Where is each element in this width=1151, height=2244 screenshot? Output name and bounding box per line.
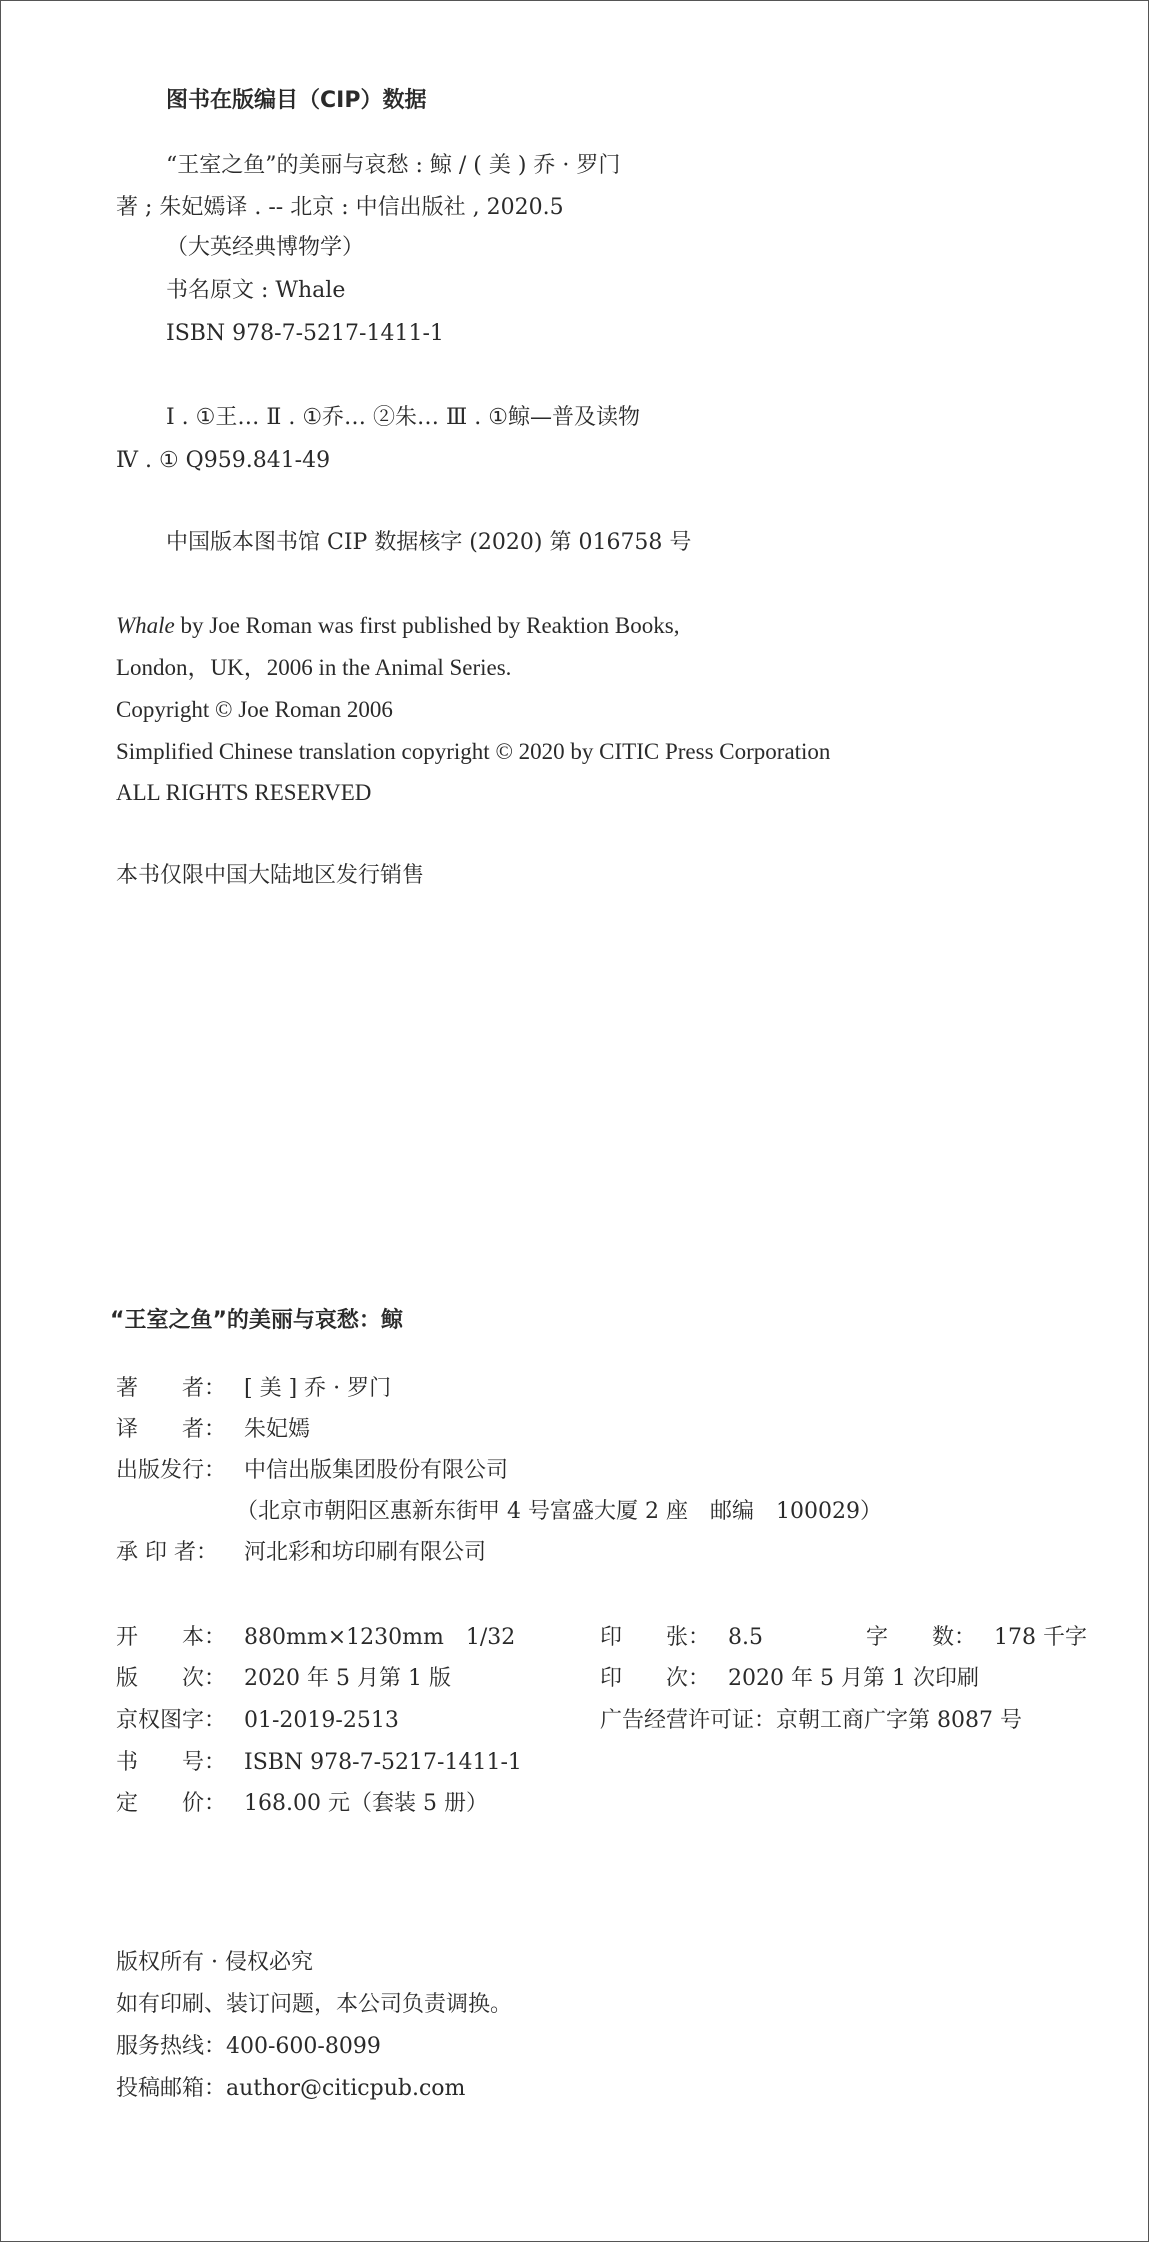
copyright-line-3: Copyright © Joe Roman 2006 [116,697,393,722]
cip-line-5: ISBN 978-7-5217-1411-1 [166,321,444,346]
edition-value: 2020 年 5 月第 1 版 [244,1666,451,1691]
copyright-line-1-rest: by Joe Roman was first published by Reaktion Books, [174,613,680,638]
printer-value: 河北彩和坊印刷有限公司 [244,1540,487,1565]
copyright-line-1 [116,611,679,641]
printer-label: 承 印 者： [116,1540,218,1565]
price-label: 定 价： [116,1791,227,1816]
word-count-label: 字 数： [866,1625,977,1650]
sheets-value: 8.5 [728,1625,763,1650]
cip-classification-1: Ⅰ . ①王… Ⅱ . ①乔… ②朱… Ⅲ . ①鲸—普及读物 [166,405,640,430]
translator-label: 译 者： [116,1417,227,1442]
isbn-label: 书 号： [116,1750,227,1775]
cip-classification-2: Ⅳ . ① Q959.841-49 [116,448,331,473]
format-value: 880mm×1230mm 1/32 [244,1625,516,1650]
imprint-title: “王室之鱼”的美丽与哀愁：鲸 [110,1308,403,1333]
edition-label: 版 次： [116,1666,227,1691]
cip-line-4: 书名原文 : Whale [166,278,346,303]
cip-line-2: 著 ; 朱妃嫣译 . -- 北京 : 中信出版社 , 2020.5 [116,195,564,220]
translator-value: 朱妃嫣 [244,1417,311,1442]
cip-record-number: 中国版本图书馆 CIP 数据核字 (2020) 第 016758 号 [166,530,692,555]
publisher-value: 中信出版集团股份有限公司 [244,1458,509,1483]
publisher-address: （北京市朝阳区惠新东街甲 4 号富盛大厦 2 座 邮编 100029） [236,1499,882,1524]
author-value: [ 美 ] 乔 · 罗门 [244,1376,392,1401]
copyright-line-4: Simplified Chinese translation copyright © 2020 by CITIC Press Corporation [116,739,831,764]
author-label: 著 者： [116,1376,227,1401]
cip-line-1: “王室之鱼”的美丽与哀愁 : 鲸 / ( 美 ) 乔 · 罗门 [166,153,621,178]
rights-reserved: 版权所有 · 侵权必究 [116,1950,313,1975]
original-title: Whale [116,613,175,638]
cip-line-3: （大英经典博物学） [166,235,365,260]
price-value: 168.00 元（套装 5 册） [244,1791,488,1816]
printing-value: 2020 年 5 月第 1 次印刷 [728,1666,979,1691]
format-label: 开 本： [116,1625,227,1650]
service-hotline: 服务热线：400-600-8099 [116,2034,381,2059]
cip-heading: 图书在版编目（CIP）数据 [166,88,427,113]
ad-license: 广告经营许可证：京朝工商广字第 8087 号 [600,1708,1022,1733]
license-value: 01-2019-2513 [244,1708,399,1733]
copyright-line-5: ALL RIGHTS RESERVED [116,780,372,805]
submission-email: 投稿邮箱：author@citicpub.com [116,2076,466,2101]
printing-label: 印 次： [600,1666,711,1691]
defect-notice: 如有印刷、装订问题，本公司负责调换。 [116,1992,513,2017]
word-count-value: 178 千字 [994,1625,1087,1650]
copyright-line-2: London，UK，2006 in the Animal Series. [116,655,512,680]
license-label: 京权图字： [116,1708,227,1733]
isbn-value: ISBN 978-7-5217-1411-1 [244,1750,522,1775]
distribution-region: 本书仅限中国大陆地区发行销售 [116,863,425,888]
publisher-label: 出版发行： [116,1458,227,1483]
sheets-label: 印 张： [600,1625,711,1650]
